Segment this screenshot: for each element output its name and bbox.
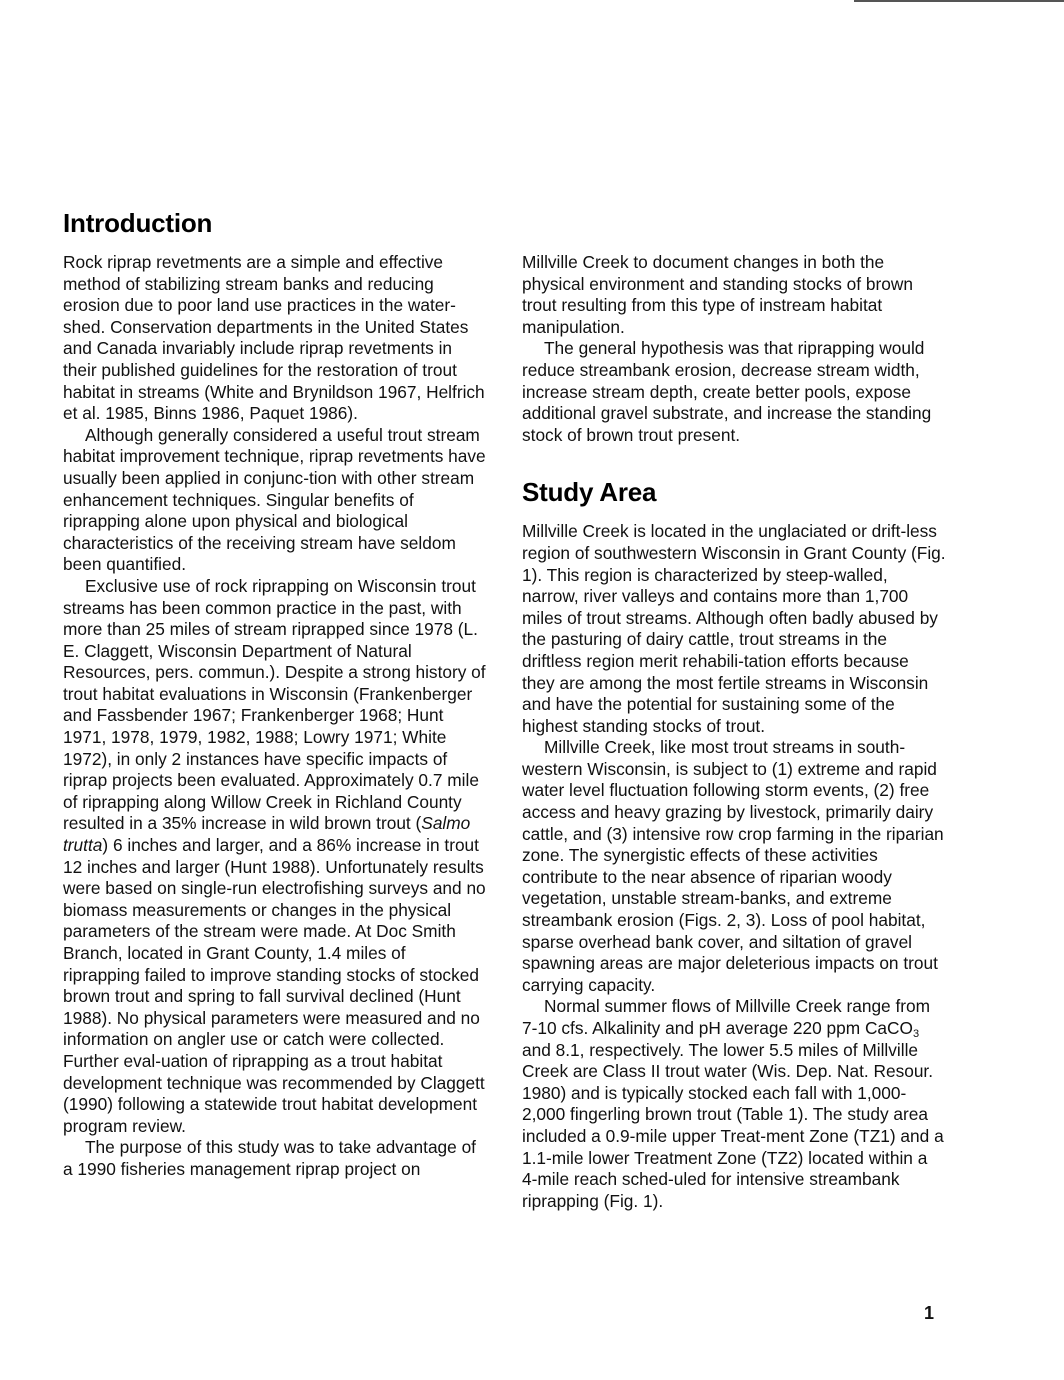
species-name: Salmo trutta (63, 813, 471, 856)
study-area-paragraph-1: Millville Creek is located in the unglaciated or drift-less region of southwestern Wisconsin in Grant County (Fig. 1). This region is characterized by steep-walled, narrow, river valleys and contains more than 1,700 miles of trout streams. Although often badly abused by the pasturing of dairy cattle, trout streams in the driftless region merit rehabili-tation efforts because they are among the most fertile streams in Wisconsin and have the potential for sustaining some of the highest standing stocks of trout. (522, 521, 946, 736)
introduction-heading: Introduction (63, 208, 213, 238)
intro-paragraph-3 (63, 576, 487, 1137)
study-area-paragraph-3 (522, 996, 946, 1212)
study-area-heading: Study Area (522, 477, 657, 508)
left-column (63, 206, 487, 1181)
study-area-paragraph-3-part-b: and 8.1, respectively. The lower 5.5 miles of Millville Creek are Class II trout water (Wis. Dep. Nat. Resour. 1980) and is typically stocked each fall with 1,000-2,000 fingerling brown trout (Table 1). The study area included a 0.9-mile upper Treat-ment Zone (TZ1) and a 1.1-mile lower Treatment Zone (TZ2) located within a 4-mile reach sched-uled for intensive streambank riprapping (Fig. 1). (522, 1039, 944, 1211)
intro-paragraph-2: Although generally considered a useful trout stream habitat improvement technique, riprap revetments have usually been applied in conjunc-tion with other stream enhancement techniques. Singular benefits of riprapping alone upon physical and biological characteristics of the receiving stream have seldom been quantified. (63, 424, 486, 575)
study-area-paragraph-3-part-a: Normal summer flows of Millville Creek range from 7-10 cfs. Alkalinity and pH average 220 ppm CaCO (522, 996, 931, 1038)
page-number: 1 (924, 1303, 935, 1323)
intro-paragraph-4-continued: Millville Creek to document changes in both the physical environment and standing stocks of brown trout resulting from this type of instream habitat manipulation. (522, 252, 913, 337)
study-area-paragraph-2: Millville Creek, like most trout streams in south-western Wisconsin, is subject to (1) extreme and rapid water level fluctuation following storm events, (2) free access and heavy grazing by livestock, primarily dairy cattle, and (3) intensive row crop farming in the riparian zone. The synergistic effects of these activities contribute to the near absence of riparian woody vegetation, unstable stream-banks, and extreme streambank erosion (Figs. 2, 3). Loss of pool habitat, sparse overhead bank cover, and siltation of gravel spawning areas are major deleterious impacts on trout carrying capacity. (522, 737, 944, 995)
intro-paragraph-3-part-a: Exclusive use of rock riprapping on Wisconsin trout streams has been common practice in the past, with more than 25 miles of stream riprapped since 1978 (L. E. Claggett, Wisconsin Department of Natural Resources, pers. commun.). Despite a strong history of trout habitat evaluations in Wisconsin (Frankenberger and Fassbender 1967; Frankenberger 1968; Hunt 1971, 1978, 1979, 1982, 1988; Lowry 1971; White 1972), in only 2 instances have specific impacts of riprap projects been evaluated. Approximately 0.7 mile of riprapping along Willow Creek in Richland County resulted in a 35% increase in wild brown trout ( (63, 575, 486, 834)
intro-paragraph-5: The general hypothesis was that riprapping would reduce streambank erosion, decrease stream width, increase stream depth, create better pools, expose additional gravel substrate, and increase the standing stock of brown trout present. (522, 338, 932, 445)
right-column (522, 252, 946, 1212)
intro-paragraph-4: The purpose of this study was to take advantage of a 1990 fisheries management riprap project on (63, 1137, 476, 1179)
subscript-3: 3 (912, 1028, 920, 1040)
intro-paragraph-1: Rock riprap revetments are a simple and effective method of stabilizing stream banks and reducing erosion due to poor land use practices in the water-shed. Conservation departments in the United States and Canada invariably include riprap revetments in their published guidelines for the restoration of trout habitat in streams (White and Brynildson 1967, Helfrich et al. 1985, Binns 1986, Paquet 1986). (63, 252, 485, 424)
intro-paragraph-3-part-b: ) 6 inches and larger, and a 86% increase in trout 12 inches and larger (Hunt 1988). Unfortunately results were based on single-run electrofishing surveys and no biomass measurements or changes in the physical parameters of the stream were made. At Doc Smith Branch, located in Grant County, 1.4 miles of riprapping failed to improve standing stocks of stocked brown trout and spring to fall survival declined (Hunt 1988). No physical parameters were measured and no information on angler use or catch were collected. Further eval-uation of riprapping as a trout habitat development technique was recommended by Claggett (1990) following a statewide trout habitat development program review. (63, 835, 486, 1136)
top-rule (854, 0, 1064, 2)
